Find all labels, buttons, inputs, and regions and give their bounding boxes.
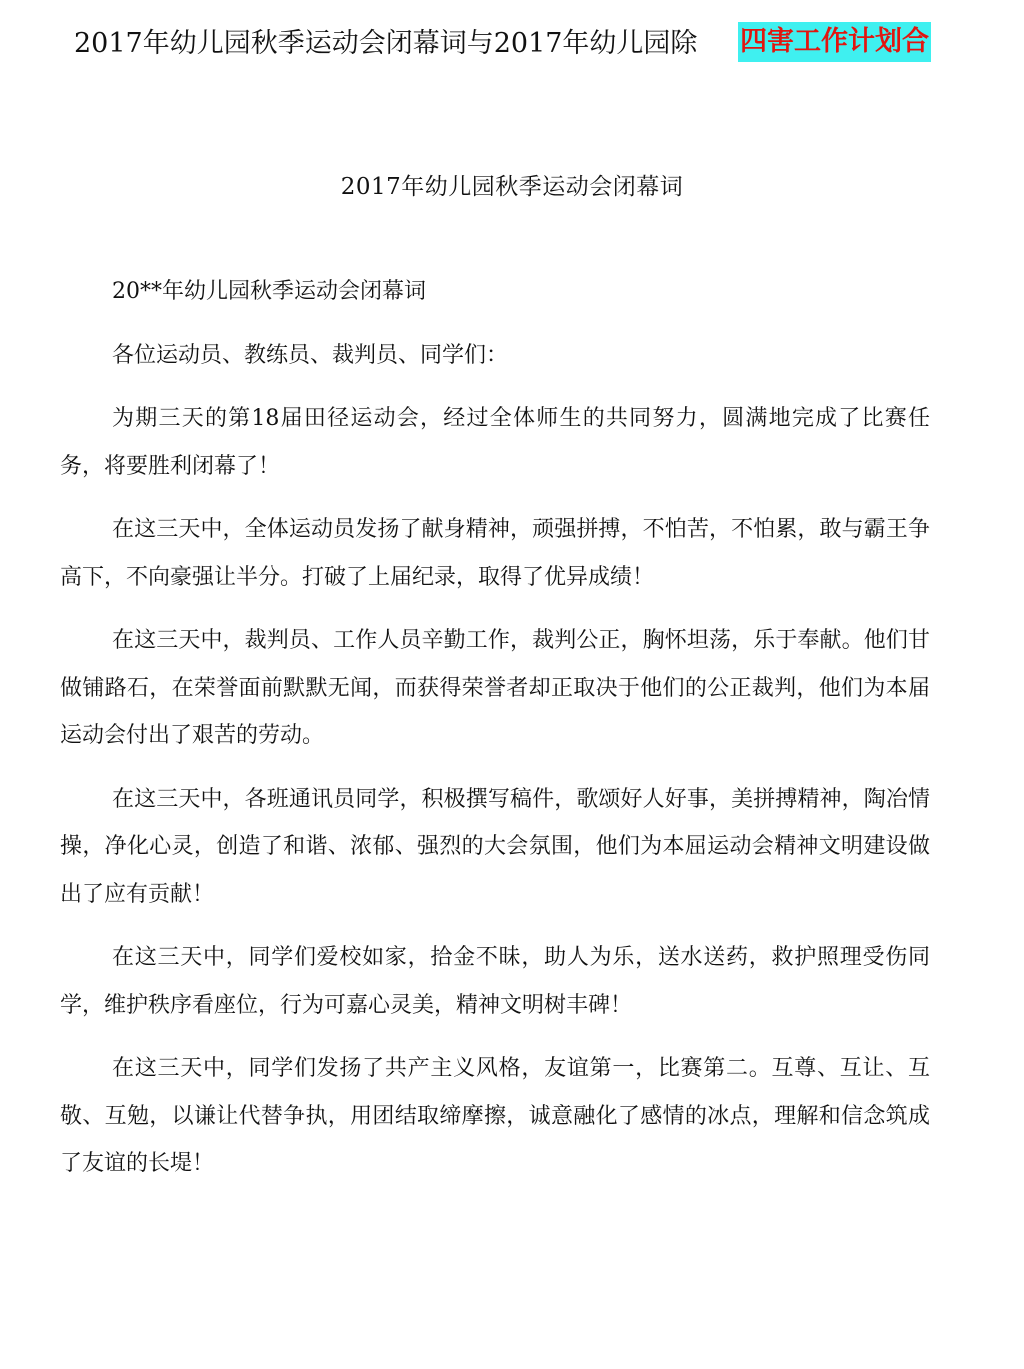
document-header	[74, 22, 974, 66]
document-body	[60, 268, 930, 1204]
document-title: 2017年幼儿园秋季运动会闭幕词	[340, 174, 684, 200]
body-paragraph: 在这三天中，各班通讯员同学，积极撰写稿件，歌颂好人好事，美拼搏精神，陶冶情操，净化心灵，创造了和谐、浓郁、强烈的大会氛围，他们为本屈运动会精神文明建设做出了应有贡献！	[60, 786, 930, 907]
body-paragraph: 在这三天中，同学们发扬了共产主义风格，友谊第一，比赛第二。互尊、互让、互敬、互勉，以谦让代替争执，用团结取缔摩擦，诚意融化了感情的冰点，理解和信念筑成了友谊的长堤！	[60, 1056, 930, 1176]
salutation-paragraph: 各位运动员、教练员、裁判员、同学们：	[112, 342, 509, 368]
body-paragraph: 在这三天中，裁判员、工作人员辛勤工作，裁判公正，胸怀坦荡，乐于奉献。他们甘做铺路石，在荣誉面前默默无闻，而获得荣誉者却正取决于他们的公正裁判，他们为本届运动会付出了艰苦的劳动。	[60, 628, 930, 748]
body-paragraph: 在这三天中，全体运动员发扬了献身精神，顽强拼搏，不怕苦，不怕累，敢与霸王争高下，不向豪强让半分。打破了上届纪录，取得了优异成绩！	[60, 517, 930, 590]
body-paragraph: 为期三天的第18届田径运动会，经过全体师生的共同努力，圆满地完成了比赛任务，将要胜利闭幕了！	[60, 406, 930, 479]
body-paragraph: 在这三天中，同学们爱校如家，拾金不昧，助人为乐，送水送药，救护照理受伤同学，维护秩序看座位，行为可嘉心灵美，精神文明树丰碑！	[60, 945, 930, 1018]
subtitle-paragraph: 20**年幼儿园秋季运动会闭幕词	[112, 279, 426, 304]
header-title: 2017年幼儿园秋季运动会闭幕词与2017年幼儿园除	[74, 28, 698, 59]
header-highlight: 四害工作计划合	[738, 22, 931, 62]
